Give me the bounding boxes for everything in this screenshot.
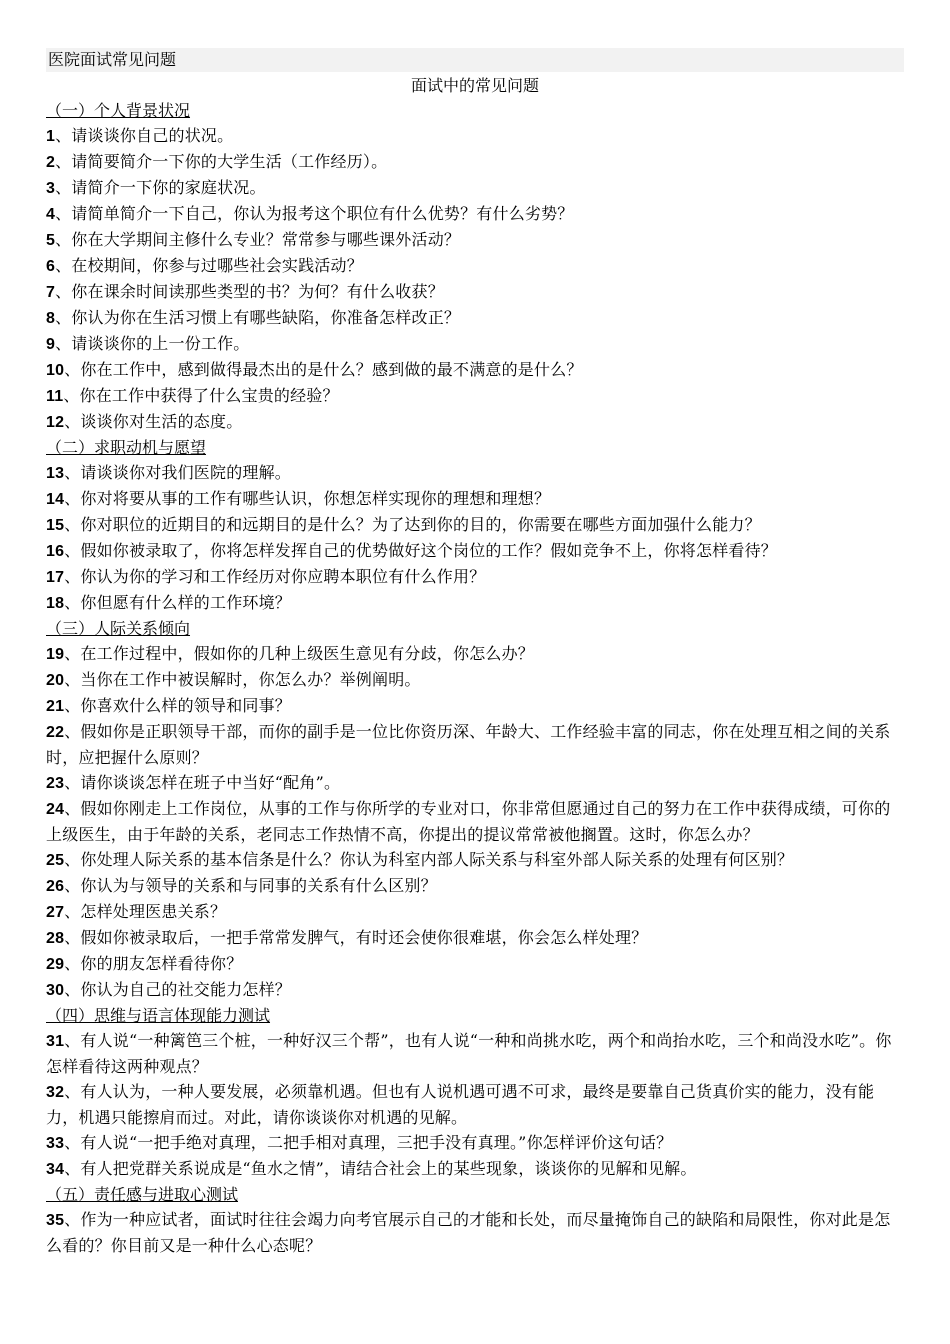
question-number: 14 [46, 491, 65, 508]
question-item [46, 123, 904, 149]
section-heading: （四）思维与语言体现能力测试 [46, 1006, 271, 1025]
question-text: 、你的朋友怎样看待你？ [64, 954, 243, 973]
question-text: 、在校期间，你参与过哪些社会实践活动？ [55, 256, 363, 275]
question-number: 30 [46, 982, 65, 999]
question-text: 、你但愿有什么样的工作环境？ [64, 593, 292, 612]
question-item [46, 201, 904, 227]
question-text: 、假如你是正职领导干部，而你的副手是一位比你资历深、年龄大、工作经验丰富的同志，你在处理互相之间的关系时，应把握什么原则？ [46, 722, 891, 767]
question-item [46, 847, 904, 873]
question-number: 35 [46, 1212, 65, 1229]
question-number: 16 [46, 543, 65, 560]
question-number: 3 [46, 180, 56, 197]
question-text: 、假如你被录取后，一把手常常发脾气，有时还会使你很难堪，你会怎么样处理？ [64, 928, 648, 947]
question-item [46, 770, 904, 796]
question-item [46, 331, 904, 357]
question-number: 12 [46, 414, 65, 431]
question-item [46, 149, 904, 175]
question-item [46, 796, 904, 847]
question-number: 1 [46, 128, 56, 145]
question-number: 29 [46, 956, 65, 973]
question-text: 、请简要简介一下你的大学生活（工作经历）。 [55, 152, 388, 171]
section-heading: （五）责任感与进取心测试 [46, 1185, 239, 1204]
question-item [46, 460, 904, 486]
question-text: 、有人把党群关系说成是“鱼水之情”，请结合社会上的某些现象，谈谈你的见解和见解。 [64, 1159, 697, 1178]
question-sections [46, 98, 904, 1258]
question-item [46, 1207, 904, 1258]
question-number: 2 [46, 154, 56, 171]
question-number: 11 [46, 388, 64, 405]
question-number: 34 [46, 1161, 65, 1178]
question-number: 26 [46, 878, 65, 895]
question-text: 、你喜欢什么样的领导和同事？ [64, 696, 292, 715]
question-text: 、假如你被录取了，你将怎样发挥自己的优势做好这个岗位的工作？假如竞争不上，你将怎样看待？ [64, 541, 778, 560]
question-item [46, 305, 904, 331]
question-number: 25 [46, 852, 65, 869]
question-item [46, 899, 904, 925]
question-text: 、请谈谈你自己的状况。 [55, 126, 234, 145]
question-item [46, 951, 904, 977]
question-number: 18 [46, 595, 65, 612]
question-number: 4 [46, 206, 56, 223]
question-number: 21 [46, 698, 65, 715]
question-number: 6 [46, 258, 56, 275]
question-item [46, 977, 904, 1003]
question-item [46, 486, 904, 512]
question-text: 、你在大学期间主修什么专业？常常参与哪些课外活动？ [55, 230, 461, 249]
question-item [46, 667, 904, 693]
question-item [46, 641, 904, 667]
question-number: 19 [46, 646, 65, 663]
question-number: 22 [46, 724, 65, 741]
section-heading: （一）个人背景状况 [46, 101, 191, 120]
question-item [46, 719, 904, 770]
question-text: 、谈谈你对生活的态度。 [64, 412, 243, 431]
question-number: 7 [46, 284, 56, 301]
question-text: 、有人认为，一种人要发展，必须靠机遇。但也有人说机遇可遇不可求，最终是要靠自己货真价实的能力，没有能力，机遇只能擦肩而过。对此，请你谈谈你对机遇的见解。 [46, 1082, 875, 1127]
question-number: 24 [46, 801, 65, 818]
question-text: 、有人说“一种篱笆三个桩，一种好汉三个帮”，也有人说“一种和尚挑水吃，两个和尚抬水吃，三个和尚没水吃”。你怎样看待这两种观点？ [46, 1031, 892, 1076]
question-text: 、你在课余时间读那些类型的书？为何？有什么收获？ [55, 282, 444, 301]
question-number: 20 [46, 672, 65, 689]
question-item [46, 279, 904, 305]
question-item [46, 1130, 904, 1156]
question-number: 15 [46, 517, 65, 534]
question-number: 33 [46, 1135, 65, 1152]
question-text: 、你在工作中获得了什么宝贵的经验？ [63, 386, 339, 405]
page-header: 医院面试常见问题 [46, 48, 904, 72]
question-text: 、作为一种应试者，面试时往往会竭力向考官展示自己的才能和长处，而尽量掩饰自己的缺陷和局限性，你对此是怎么看的？你目前又是一种什么心态呢？ [46, 1210, 891, 1255]
question-item [46, 512, 904, 538]
question-text: 、你对职位的近期目的和远期目的是什么？为了达到你的目的，你需要在哪些方面加强什么能力？ [64, 515, 761, 534]
question-number: 28 [46, 930, 65, 947]
question-item [46, 1028, 904, 1079]
question-text: 、你处理人际关系的基本信条是什么？你认为科室内部人际关系与科室外部人际关系的处理有何区别？ [64, 850, 794, 869]
question-text: 、有人说“一把手绝对真理，二把手相对真理，三把手没有真理。”你怎样评价这句话？ [64, 1133, 673, 1152]
section-heading: （二）求职动机与愿望 [46, 438, 207, 457]
question-number: 8 [46, 310, 56, 327]
section-heading: （三）人际关系倾向 [46, 619, 191, 638]
question-text: 、请你谈谈怎样在班子中当好“配角”。 [64, 773, 341, 792]
question-text: 、当你在工作中被误解时，你怎么办？举例阐明。 [64, 670, 421, 689]
question-number: 9 [46, 336, 56, 353]
question-text: 、你认为自己的社交能力怎样？ [64, 980, 292, 999]
question-item [46, 227, 904, 253]
question-number: 31 [46, 1033, 65, 1050]
question-item [46, 590, 904, 616]
question-number: 10 [46, 362, 65, 379]
question-text: 、请简介一下你的家庭状况。 [55, 178, 266, 197]
question-text: 、你认为与领导的关系和与同事的关系有什么区别？ [64, 876, 437, 895]
question-item [46, 693, 904, 719]
question-text: 、在工作过程中，假如你的几种上级医生意见有分歧，你怎么办？ [64, 644, 535, 663]
question-text: 、请简单简介一下自己，你认为报考这个职位有什么优势？有什么劣势？ [55, 204, 574, 223]
question-item [46, 357, 904, 383]
question-text: 、怎样处理医患关系？ [64, 902, 227, 921]
question-number: 27 [46, 904, 65, 921]
question-item [46, 564, 904, 590]
question-text: 、你对将要从事的工作有哪些认识，你想怎样实现你的理想和理想？ [64, 489, 551, 508]
question-item [46, 1156, 904, 1182]
question-item [46, 175, 904, 201]
question-number: 23 [46, 775, 65, 792]
question-item [46, 1079, 904, 1130]
question-text: 、你认为你的学习和工作经历对你应聘本职位有什么作用？ [64, 567, 486, 586]
question-item [46, 383, 904, 409]
question-item [46, 253, 904, 279]
question-text: 、请谈谈你的上一份工作。 [55, 334, 250, 353]
question-number: 5 [46, 232, 56, 249]
question-text: 、请谈谈你对我们医院的理解。 [64, 463, 292, 482]
question-number: 13 [46, 465, 65, 482]
question-item [46, 925, 904, 951]
question-item [46, 538, 904, 564]
question-number: 17 [46, 569, 65, 586]
question-text: 、你认为你在生活习惯上有哪些缺陷，你准备怎样改正？ [55, 308, 461, 327]
question-item [46, 409, 904, 435]
question-item [46, 873, 904, 899]
question-text: 、假如你刚走上工作岗位，从事的工作与你所学的专业对口，你非常但愿通过自己的努力在工作中获得成绩，可你的上级医生，由于年龄的关系，老同志工作热情不高，你提出的提议常常被他搁置。这时，你怎么办？ [46, 799, 891, 844]
question-text: 、你在工作中，感到做得最杰出的是什么？感到做的最不满意的是什么？ [64, 360, 583, 379]
document-title: 面试中的常见问题 [410, 76, 539, 95]
question-number: 32 [46, 1084, 65, 1101]
